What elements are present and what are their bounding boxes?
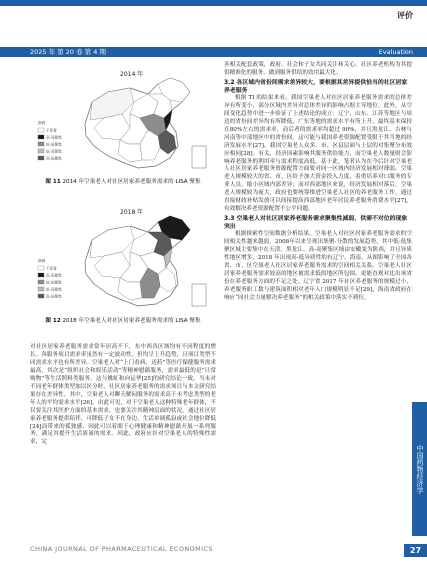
figure-12-caption [30,317,216,325]
figure-11-caption [30,178,216,186]
legend-swatch [38,266,44,270]
body-paragraph: 根据 TI 的结果来看，我国空巢老人对社区居家养老服务需求的总体差异有所变小，部分区域内差异对总体差异的影响占据主导地位。此外，从空间变化趋势中进一步验证了上述结论的成立：辽宁、山东、江苏等地区与周边的省份间差异均有所降低，广东等地的需求水平有所上升，最终基本保持在80%左右的需求率，而后者的需求率均超过 90%，并且黑龙江、吉林与河南等中部地区中的省份间，这可能与我国养老资源配置受限于其当地的经济发展水平[27]、我国空巢老人众多、市、区县层面与上层的对集聚分布效应相同[28]。有关，经济因素影响其服务供给能力，而空巢老人数量则会影响养老服务的利用率与需求程度高低。基于此，笔者认为在今后针对空巢老人社区居家养老服务资源配置方面要对同一区域内经济发展相对薄弱、空巢老人规模较大的省、市、区给予加大资金投入力度，着重培养对口服务的专业人员，缩小区域内部差异；而对西部地区来说，经济发展相对落后，空巢老人规模较为庞大，政府也要统筹推进空巢老人社区的养老服务工作，通过直接财政补贴发放可以间接提高西部地区老年居民养老服务消费水平[27]，有效解决养老资源配置不公平问题。 [224,94,412,213]
legend-swatch [38,294,44,298]
legend-item-label: 不显著 [46,266,57,271]
figure-12-map [30,200,216,313]
legend-swatch [38,128,44,132]
legend-item-label: 低-低聚集 [46,280,62,285]
figure-11-label: 图 11 [45,179,61,185]
issue-line: 2025 年 第 20 卷 第 4 期 [30,48,106,56]
legend-item-label: 低-高聚集 [46,149,62,154]
figure-12-label: 图 12 [45,318,61,324]
right-column-text [224,62,412,303]
section-heading: 3.3 空巢老人对社区居家养老服务需求聚集性减弱，供需不对位的现象突出 [224,216,408,231]
legend-item-label: 低-高聚集 [46,287,62,292]
footer-journal-name: CHINA JOURNAL OF PHARMACEUTICAL ECONOMICS [30,545,213,553]
figure-11-map [30,62,216,175]
legend-item-label: 不显著 [46,128,57,133]
figure-12-legend [38,258,62,299]
legend-item-label: 低-低聚集 [46,142,62,147]
south-sea-inset [192,146,206,168]
section-heading: 3.2 各区域内省份间需求差异较大，要根据其差异提供恰当的社区居家养老服务 [224,79,408,94]
left-column-text [30,344,216,447]
legend-swatch [38,142,44,146]
top-accent-bar [0,0,427,6]
figure-12-title: 2018 年空巢老人对社区居家养老服务需求的 LISA 聚集 [62,318,201,324]
figure-11-year-label: 2014 年 [120,71,144,78]
section-label: 评价 [397,11,413,20]
legend-title: 图例 [38,259,46,263]
category-label: Evaluation [378,48,413,56]
figure-11-legend [38,120,62,161]
body-paragraph: 对社区居家养老服务需求常年居高不下，东中西各区域均有不同程度的增长。各服务项目需求率虽然有一定波动性，但均呈上升趋势，且项目类型不同需求水平也有所差异。空巢老人对“上门看病、送药”等医疗保健服务需求最高，其次是“组织社会和娱乐活动”等精神慰藉服务，需求最低的是“日常购物”等生活照料类服务，这与姚虹和向运华[25]的研究结论一致。当未对不同老年群体类型加以区分时，社区居家养老服务的需求项目与本文研究结果存在差异性。其中，空巢老人对聊天解闷服务的需求高于未考虑类型的老年人的平均需求水平[26]。由此可见，对于空巢老人这种特殊老年群体，不仅要关注其医护方面的基本需求，也要关注其精神层面的状况，通过社区居家养老服务提供陪伴，可降低子女不在身边、生活单调孤寂或社会地位降低[24]而带来的孤独感，因此可以着眼于心理健康和精神慰藉开展一系列服务，满足其提升生活质量的需求。因此，政府应针对空巢老人的特殊性需求，完 [30,344,216,446]
body-paragraph: 善相关配套政策，政府、社会和子女共同关注和关心，社区养老机构为其提供精准化的服务，做到服务供给的效用最大化。 [224,62,412,76]
legend-swatch [38,287,44,291]
legend-swatch [38,149,44,153]
figure-11-title: 2014 年空巢老人对社区居家养老服务需求的 LISA 聚集 [62,179,201,185]
legend-item-label: 高-低聚集 [46,156,62,161]
legend-swatch [38,135,44,139]
legend-item-label: 高-高聚集 [46,273,62,278]
legend-swatch [38,156,44,160]
side-tab-journal: 中国药物经济学 [412,402,427,536]
body-paragraph: 根据探索性空间数据分析结果，空巢老人对社区居家养老服务需求的空间相关性越来越弱，2008年以来呈现出集聚-分散的发展趋势。其中低-低集聚区域主要集中在天津、黑龙江、高-高聚集区域由安徽变为陕西，并且异质性地区增多，2018 年出现高-低异质性的有辽宁、海南，从图影响了全国各省、市、区空巢老人社区居家养老服务需求的空间相关关系。空巢老人社区居家养老服务需求较高的地区被需求低的地区所包围，更能直观对比出该省份在养老服务方面的不足之处。辽宁省 2017 年社区养老服务的规模过小，养老服务职工数与建筑面积相对老年人口规模明显不足[29]，海南省政府在响应“同社会力量解决养老服务”的相关政策中落实不到位， [224,231,412,301]
legend-swatch [38,280,44,284]
legend-item-label: 高-低聚集 [46,294,62,299]
legend-title: 图例 [38,121,46,125]
page-number: 27 [404,544,427,557]
legend-item-label: 高-高聚集 [46,135,62,140]
south-sea-inset [192,284,206,306]
figure-12-year-label: 2018 年 [120,209,144,216]
legend-swatch [38,273,44,277]
